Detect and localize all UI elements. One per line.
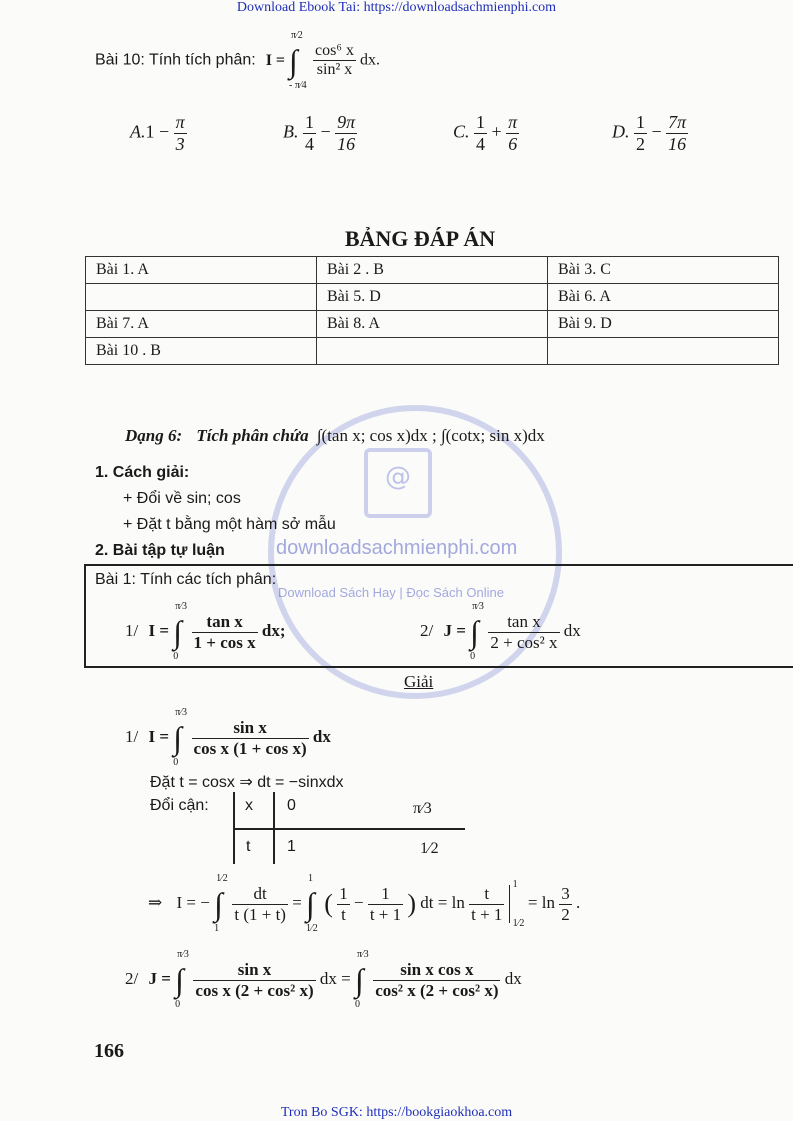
solution-1-equation: ⇒ I = − ∫ 1⁄2 1 $\frac{dt}{t (1 + t)}$ = ∫ 1 1⁄2 ( $\frac{1}{t}$ − $\frac{1}{t + 1}$ ) dt = ln $\frac{t}{t + 1}$ 1 1⁄2 = ln $\frac{3}{2}$ . (148, 873, 581, 935)
table-cell (548, 338, 779, 365)
option-a (130, 112, 187, 154)
bounds-t-label: t (246, 838, 251, 855)
equation-var: I = − (176, 892, 210, 912)
numerator: tan x (206, 612, 243, 631)
lower-bound: 1⁄2 (512, 918, 525, 930)
numerator: 1 (381, 884, 390, 903)
option-c (453, 112, 519, 154)
denominator: t + 1 (471, 904, 503, 924)
watermark-book-icon: @ (364, 448, 432, 518)
table-row (86, 284, 779, 311)
lower-bound: 0 (175, 999, 181, 1011)
result-post: . (575, 892, 581, 912)
denominator: 16 (335, 133, 357, 155)
upper-bound: π⁄3 (356, 949, 369, 961)
exercise-1-part-2 (420, 601, 581, 663)
numerator: sin x cos x (400, 960, 474, 979)
operator: − (320, 121, 331, 142)
numerator: 1 (476, 112, 486, 132)
problem-10 (95, 29, 380, 91)
integral-sign: ∫ π⁄3 0 (173, 601, 188, 663)
numerator: t (484, 884, 490, 903)
solution-2-statement (125, 949, 522, 1011)
integral-sign: ∫ π⁄3 0 (470, 601, 484, 663)
denominator: 6 (506, 133, 519, 155)
part-var: J = (443, 620, 466, 640)
denominator: 3 (174, 133, 187, 155)
upper-bound: π⁄3 (472, 601, 484, 613)
upper-bound: π⁄3 (175, 601, 188, 613)
part-dx: dx (312, 726, 331, 746)
numerator: 9π (337, 112, 356, 132)
bounds-t-start: 1 (287, 838, 296, 855)
exercises-heading: 2. Bài tập tự luận (95, 542, 225, 559)
page-header-link[interactable]: Download Ebook Tai: https://downloadsachmienphi.com (236, 0, 557, 15)
denominator: 2 (561, 904, 570, 924)
exercise-1-part-1 (125, 601, 286, 663)
substitution: Đặt t = cosx ⇒ dt = −sinxdx (150, 774, 344, 791)
page-footer-link[interactable]: Tron Bo SGK: https://bookgiaokhoa.com (280, 1105, 513, 1120)
problem-10-label: Bài 10: Tính tích phân: (95, 51, 256, 69)
lower-bound: 0 (173, 651, 179, 663)
table-cell: Bài 2 . B (317, 257, 548, 284)
denominator: 4 (305, 133, 314, 154)
option-b (283, 112, 357, 154)
upper-bound: 1 (308, 873, 314, 885)
problem-10-var: I = (265, 51, 286, 69)
table-cell: Bài 5. D (317, 284, 548, 311)
watermark-site: downloadsachmienphi.com (276, 537, 518, 559)
result-pre: = ln (527, 892, 555, 912)
operator: + (491, 121, 502, 142)
numerator: 3 (561, 884, 570, 903)
lower-bound: 0 (173, 757, 179, 769)
upper-bound: π⁄3 (177, 949, 189, 961)
lower-bound: 1 (214, 923, 220, 935)
solution-1-statement (125, 707, 331, 769)
option-pre: 1 − (145, 121, 170, 142)
part-dx: dx (563, 620, 581, 640)
numerator: dt (253, 884, 267, 903)
integral-sign: ∫ π⁄3 0 (175, 949, 189, 1011)
denominator: 2 + cos² x (490, 632, 558, 652)
problem-10-dx: dx. (359, 51, 380, 69)
denominator: cos² x (2 + cos² x) (375, 980, 499, 1000)
numerator: 1 (339, 884, 348, 903)
option-label: B. (283, 121, 299, 142)
implies-arrow: ⇒ (148, 892, 163, 912)
table-cell (86, 284, 317, 311)
numerator: π (175, 112, 185, 132)
table-cell: Bài 3. C (548, 257, 779, 284)
section-main: Tích phân chứa (196, 426, 309, 445)
numerator: π (508, 112, 518, 132)
upper-bound: π⁄2 (291, 29, 303, 41)
upper-bound: 1 (512, 879, 518, 891)
bounds-t-end: 1⁄2 (420, 840, 439, 857)
upper-bound: π⁄3 (175, 707, 188, 719)
table-cell: Bài 1. A (86, 257, 317, 284)
answer-table (85, 256, 779, 365)
integral-sign: ∫ π⁄3 0 (173, 707, 188, 769)
solution-title: Giải (404, 672, 434, 691)
denominator: t (337, 904, 350, 925)
bounds-hline (233, 828, 465, 830)
bounds-label: Đổi cận: (150, 797, 209, 814)
numerator: cos⁶ x (315, 42, 354, 59)
option-d (612, 112, 688, 154)
lower-bound: - π⁄4 (289, 79, 307, 91)
numerator: sin x (233, 718, 267, 737)
part-label: 1/ (125, 726, 139, 746)
numerator: tan x (507, 612, 541, 631)
integral-sign: ∫ 1 1⁄2 (306, 873, 318, 935)
table-cell: Bài 7. A (86, 311, 317, 338)
bounds-x-label: x (245, 797, 253, 814)
part-dx: dx = (319, 968, 351, 988)
numerator: 7π (668, 112, 687, 132)
table-row (86, 338, 779, 365)
part-dx: dx; (261, 620, 286, 640)
table-row (86, 257, 779, 284)
option-label: A. (130, 121, 146, 142)
integral-sign: ∫ 1⁄2 1 (214, 873, 228, 935)
section-title (125, 426, 545, 446)
upper-bound: 1⁄2 (216, 873, 228, 885)
lower-bound: 0 (354, 999, 360, 1011)
bounds-x-end: π⁄3 (413, 800, 432, 817)
part-dx: dx (504, 968, 522, 988)
table-cell: Bài 10 . B (86, 338, 317, 365)
answer-table-title: BẢNG ĐÁP ÁN (344, 226, 496, 251)
numerator: sin x (237, 960, 272, 979)
part-var: I = (148, 726, 170, 746)
numerator: 1 (636, 112, 645, 132)
operator: − (651, 121, 662, 142)
part-label: 2/ (420, 620, 434, 640)
table-cell: Bài 8. A (317, 311, 548, 338)
option-label: D. (612, 121, 630, 142)
integral-sign: ∫ π⁄2 - π⁄4 (289, 29, 307, 91)
bounds-x-start: 0 (287, 797, 296, 814)
method-step-2: + Đặt t bằng một hàm sở mẫu (123, 516, 336, 533)
section-prefix: Dạng 6: (125, 426, 183, 445)
part-label: 2/ (125, 968, 139, 988)
method-heading: 1. Cách giải: (95, 464, 190, 481)
table-row (86, 311, 779, 338)
exercise-1-label: Bài 1: Tính các tích phân: (95, 571, 277, 588)
denominator: cos x (1 + cos x) (193, 738, 307, 758)
problem-10-fraction (313, 42, 356, 80)
denominator: 4 (476, 133, 486, 154)
denominator: 1 + cos x (193, 632, 256, 652)
lower-bound: 0 (470, 651, 476, 663)
watermark-tagline: Download Sách Hay | Đọc Sách Online (278, 585, 504, 600)
section-math: ∫(tan x; cos x)dx ; ∫(cotx; sin x)dx (316, 426, 545, 445)
part-var: J = (148, 968, 171, 988)
integral-sign: ∫ π⁄3 0 (354, 949, 369, 1011)
method-step-1: + Đổi về sin; cos (123, 490, 241, 507)
denominator: t + 1 (369, 904, 402, 924)
equation-tail: dt = ln (420, 892, 465, 912)
denominator: sin² x (313, 60, 356, 79)
table-cell: Bài 6. A (548, 284, 779, 311)
denominator: 16 (666, 133, 688, 155)
numerator: 1 (305, 112, 314, 132)
denominator: cos x (2 + cos² x) (195, 980, 314, 1000)
part-var: I = (148, 620, 170, 640)
table-cell: Bài 9. D (548, 311, 779, 338)
option-label: C. (453, 121, 470, 142)
part-label: 1/ (125, 620, 139, 640)
evaluation-bar (509, 879, 525, 930)
denominator: 2 (636, 133, 645, 154)
denominator: t (1 + t) (234, 904, 286, 924)
table-cell (317, 338, 548, 365)
lower-bound: 1⁄2 (306, 923, 318, 935)
page-number: 166 (94, 1040, 124, 1062)
